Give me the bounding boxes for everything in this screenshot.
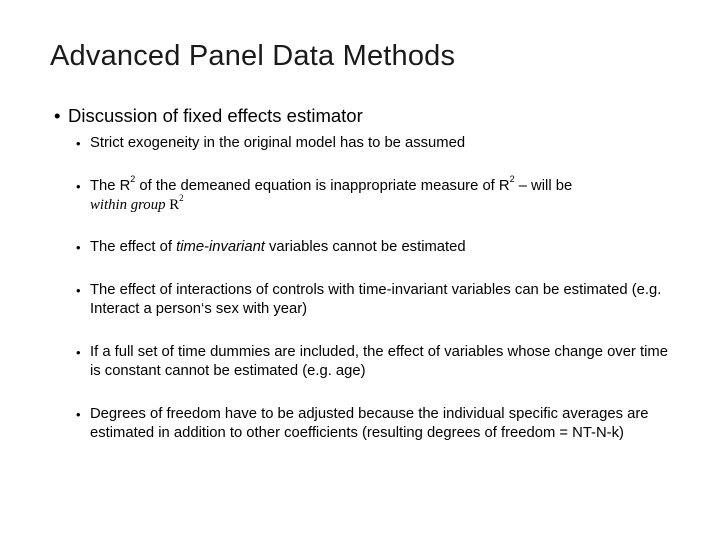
bullet-icon: • — [76, 179, 81, 194]
sub-bullet-5 — [76, 343, 676, 381]
sub-bullet-2 — [76, 174, 676, 215]
sub-bullet-6 — [76, 405, 676, 443]
bullet-icon: • — [76, 283, 81, 298]
sub-bullet-text: The effect of time-invariant variables cannot be estimated — [90, 239, 466, 255]
bullet-icon: • — [76, 407, 81, 422]
sub-bullet-text: Strict exogeneity in the original model has to be assumed — [90, 135, 466, 151]
bullet-icon: • — [76, 136, 81, 151]
slide-title: Advanced Panel Data Methods — [50, 40, 456, 72]
bullet-icon: • — [76, 345, 81, 360]
sub-bullet-4 — [76, 281, 676, 319]
sub-bullet-text: Degrees of freedom have to be adjusted because the individual specific averages are estimated in addition to other coefficients (resulting degrees of freedom = NT-N-k) — [90, 406, 649, 441]
sub-bullet-text: If a full set of time dummies are included, the effect of variables whose change over time is constant cannot be estimated (e.g. age) — [90, 344, 668, 379]
sub-bullet-1 — [76, 134, 676, 153]
bullet-icon: • — [76, 240, 81, 255]
sub-bullet-text: The $R^2$ of the demeaned equation is inappropriate measure of $R^2$ – will be within group $R^2$ — [90, 174, 573, 213]
sub-bullet-text: The effect of interactions of controls with time-invariant variables can be estimated (e.g. Interact a person‘s sex with year) — [90, 282, 662, 317]
bullet-icon: • — [54, 105, 61, 126]
sub-bullet-3 — [76, 238, 676, 257]
main-bullet-text: Discussion of fixed effects estimator — [68, 105, 363, 126]
